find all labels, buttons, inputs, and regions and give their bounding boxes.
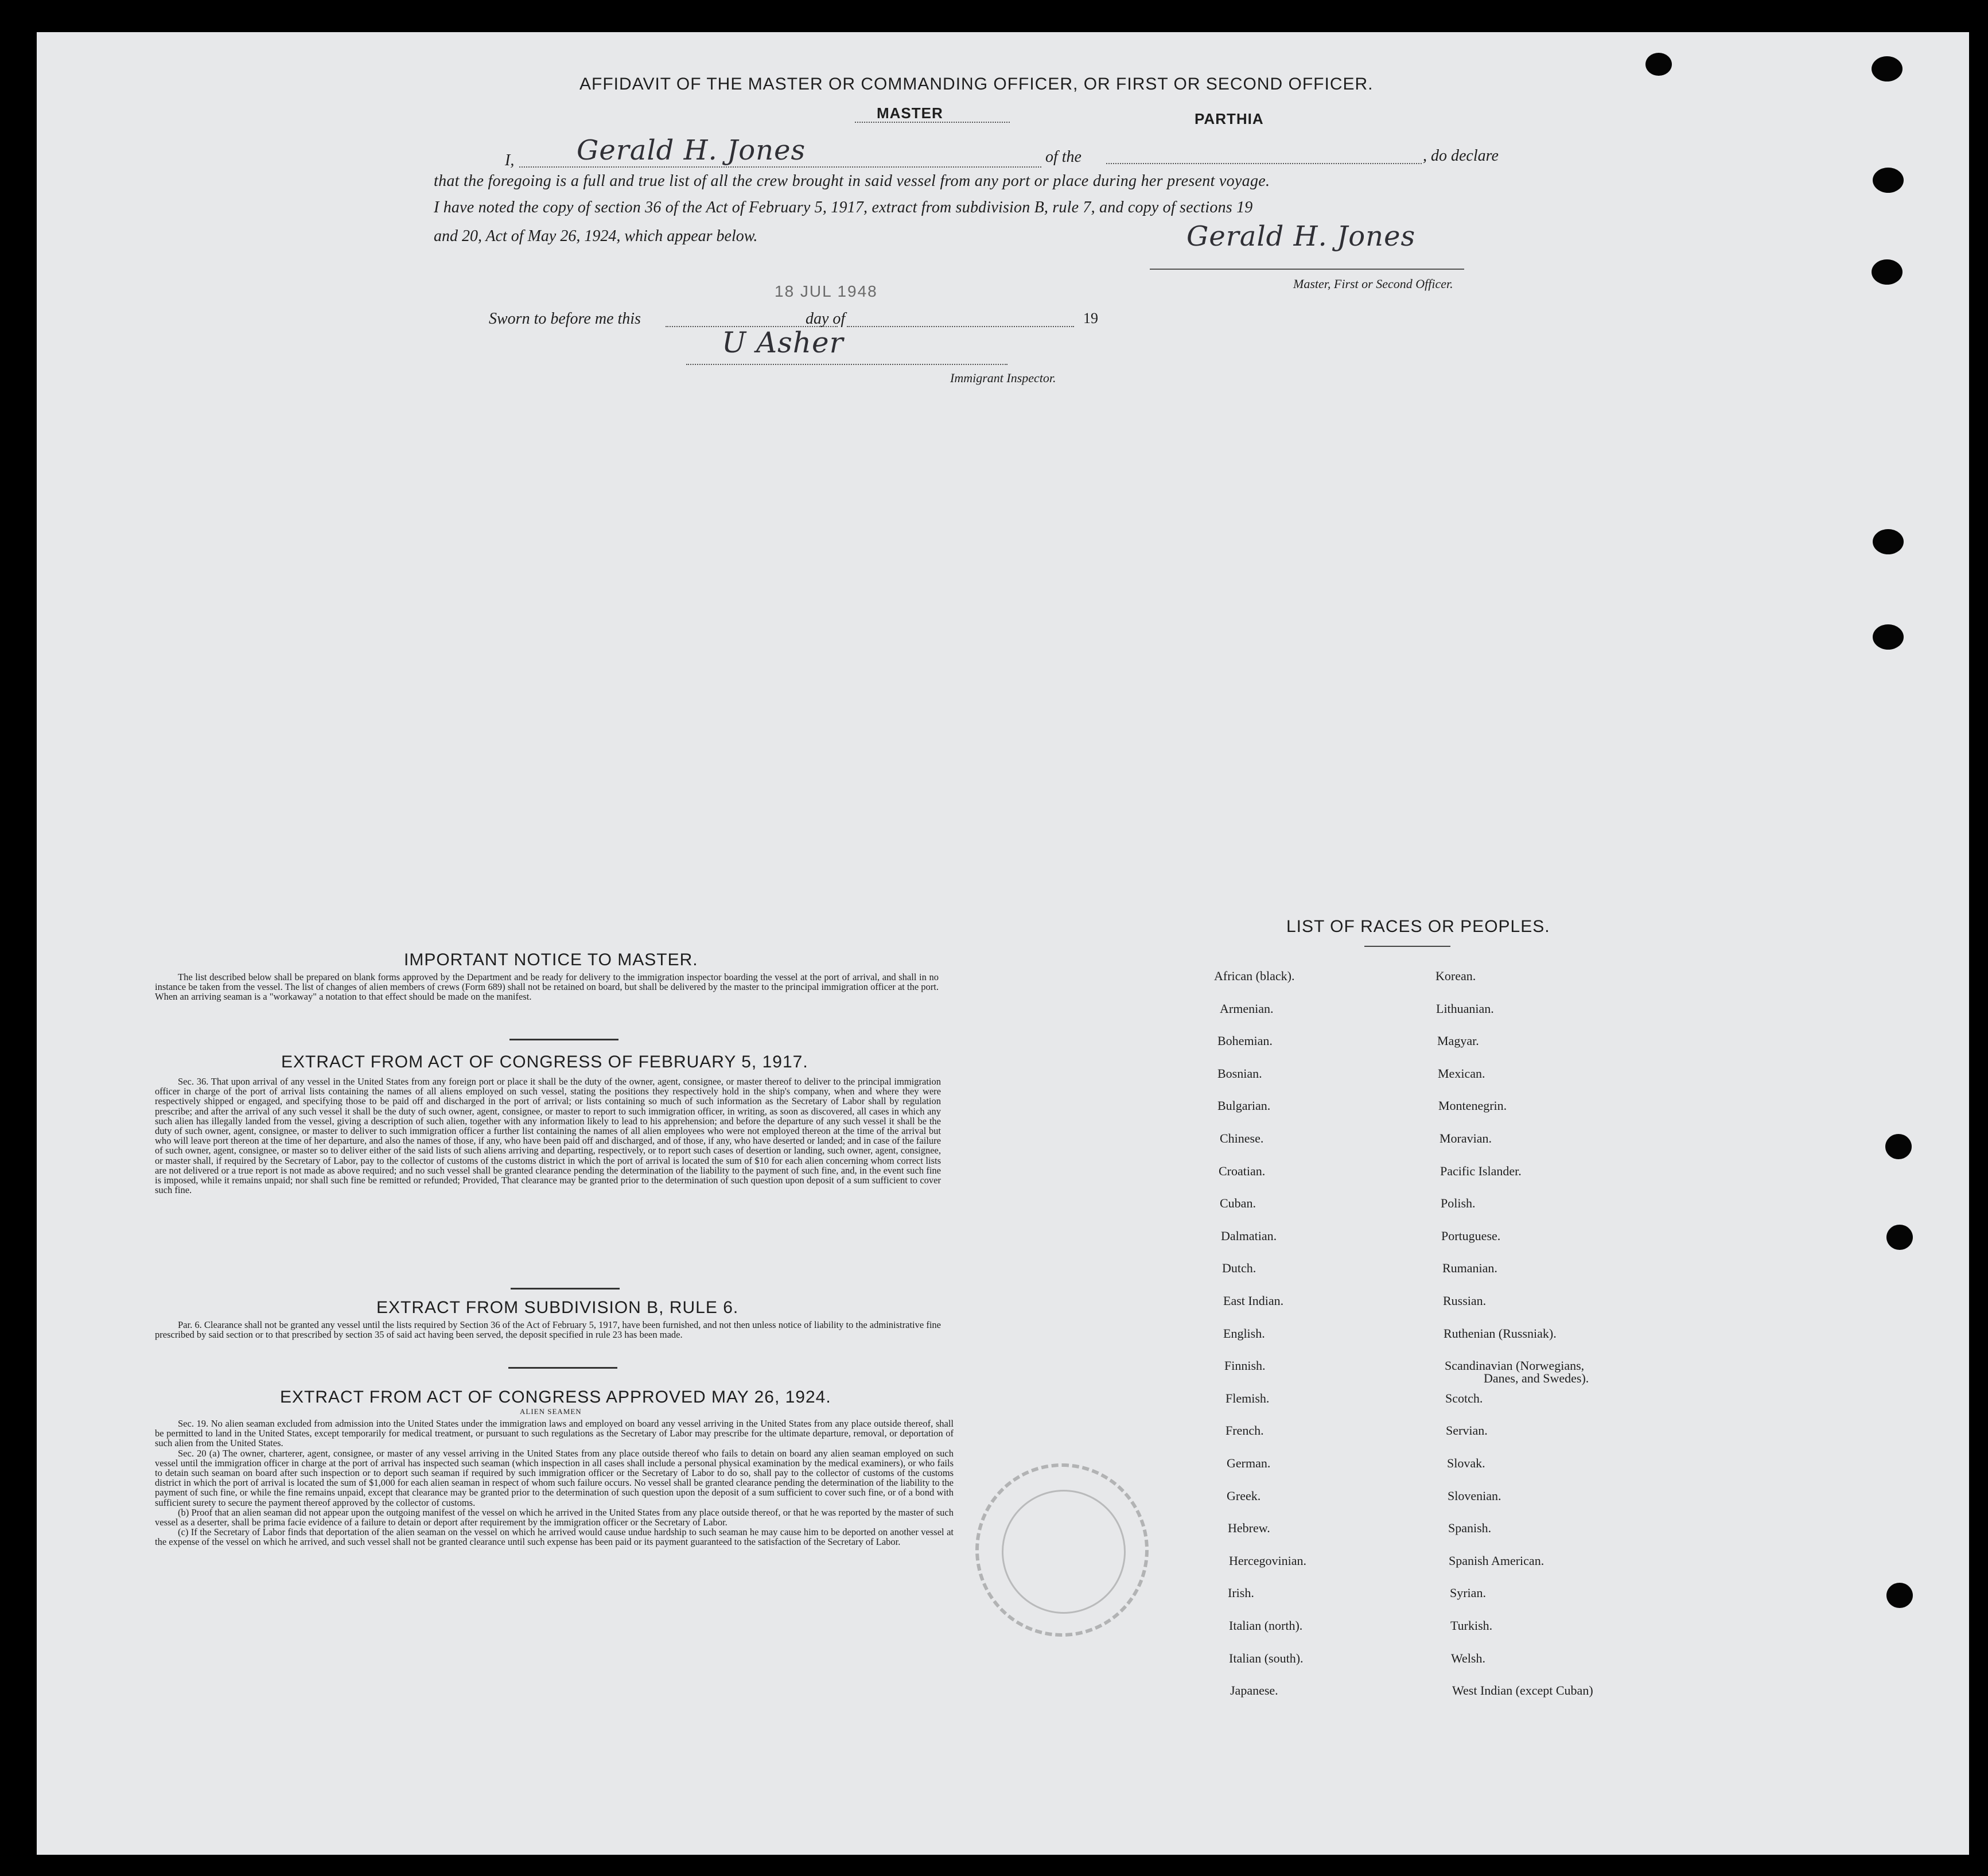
- binder-hole: [1873, 168, 1904, 193]
- race-item: Portuguese.: [1441, 1229, 1501, 1243]
- race-item: Servian.: [1446, 1423, 1488, 1438]
- extract-rule6-title: EXTRACT FROM SUBDIVISION B, RULE 6.: [376, 1298, 739, 1317]
- vessel-filled: PARTHIA: [1195, 110, 1264, 127]
- extract-1917-body: [155, 1077, 941, 1195]
- inspector-line: [686, 364, 1007, 365]
- text-i: I,: [505, 152, 515, 169]
- notice-body: [155, 972, 939, 1002]
- race-item: African (black).: [1214, 969, 1295, 983]
- race-item: Lithuanian.: [1436, 1001, 1494, 1016]
- alien-seamen-subtitle: ALIEN SEAMEN: [520, 1407, 582, 1416]
- race-item: Spanish American.: [1449, 1553, 1545, 1568]
- race-item: Bulgarian.: [1217, 1098, 1271, 1113]
- race-item: Russian.: [1443, 1294, 1487, 1308]
- text-of-the: of the: [1045, 148, 1081, 166]
- section-20a-paragraph: Sec. 20 (a) The owner, charterer, agent, consignee, or master of any vessel arriving in the United States from any place outside thereof who fails to detain on board any alien seaman employed on such vessel until the immigration officer in charge at the port of arrival has inspected such seaman (which inspection in all cases shall include a personal physical examination by the medical examiners), or who fails to detain such seaman on board after such inspection or to deport such seaman if required by such immigration officer or the Secretary of Labor to do so, shall pay to the collector of customs of the customs district in which the port of arrival is located the sum of $1,000 for each alien seaman in respect of whom such failure occurs. No vessel shall be granted clearance pending the determination of the liability to the payment of such fine, or while the fine remains unpaid, except that clearance may be granted prior to the determination of such question upon the deposit of a sum sufficient to cover such fine, or of a bond with sufficient surety to secure the payment thereof approved by the collector of customs.: [155, 1447, 954, 1508]
- race-item: Korean.: [1435, 969, 1476, 983]
- race-item: German.: [1227, 1456, 1271, 1470]
- race-item: Turkish.: [1450, 1618, 1493, 1633]
- affidavit-title: AFFIDAVIT OF THE MASTER OR COMMANDING OFFICER, OR FIRST OR SECOND OFFICER.: [579, 75, 1374, 94]
- race-item: Spanish.: [1448, 1521, 1492, 1535]
- race-item: Italian (north).: [1229, 1618, 1303, 1633]
- binder-hole: [1886, 1583, 1913, 1608]
- extract-1917-title: EXTRACT FROM ACT OF CONGRESS OF FEBRUARY 5, 1917.: [281, 1052, 808, 1071]
- affidavit-line-2: that the foregoing is a full and true list of all the crew brought in said vessel from any port or place during her present voyage.: [434, 172, 1270, 190]
- race-item: Hebrew.: [1228, 1521, 1270, 1535]
- affidavit-line-3: I have noted the copy of section 36 of the Act of February 5, 1917, extract from subdivision B, rule 7, and copy of sections 19: [434, 199, 1253, 216]
- name-line: [519, 166, 1041, 168]
- race-item: Bohemian.: [1217, 1034, 1273, 1048]
- rule-6-paragraph: Par. 6. Clearance shall not be granted any vessel until the lists required by Section 36 of the Act of February 5, 1917, have been furnished, and not then unless notice of liability to the administrative fine prescribed by said section or to that prescribed by section 35 of said act having been served, the deposit specified in rule 23 has been made.: [155, 1319, 941, 1341]
- race-item: Montenegrin.: [1438, 1098, 1507, 1113]
- race-item: Ruthenian (Russniak).: [1444, 1326, 1557, 1341]
- race-item: Magyar.: [1437, 1034, 1479, 1048]
- section-20b-paragraph: (b) Proof that an alien seaman did not appear upon the outgoing manifest of the vessel on which he arrived in the United States from any place outside thereof, or that he was reported by the master of such vessel as a deserter, shall be prima facie evidence of a failure to detain or deport after requirement by the immigration officer or the Secretary of Labor.: [155, 1506, 954, 1528]
- race-item: Italian (south).: [1229, 1651, 1304, 1665]
- race-item: Polish.: [1441, 1196, 1476, 1210]
- year-prefix: 19: [1083, 310, 1098, 327]
- extract-rule6-body: [155, 1320, 941, 1339]
- race-item: Welsh.: [1451, 1651, 1485, 1665]
- binder-hole: [1885, 1134, 1912, 1159]
- binder-hole: [1645, 53, 1672, 76]
- divider: [511, 1288, 620, 1289]
- signer-name-field: Gerald H. Jones: [577, 134, 806, 166]
- notice-paragraph: The list described below shall be prepared on blank forms approved by the Department and be ready for delivery to the immigration inspector boarding the vessel at the port of arrival, and shall in no instance be taken from the vessel. The list of changes of alien members of crews (Form 689) shall not be retained on board, but shall be delivered by the master to the principal immigration officer at the port. When an arriving seaman is a "workaway" a notation to that effect should be made on the manifest.: [155, 972, 939, 1003]
- race-item: Scandinavian (Norwegians,: [1445, 1358, 1585, 1373]
- official-seal-stamp: [975, 1463, 1149, 1637]
- text-do-declare: , do declare: [1423, 147, 1499, 165]
- race-item: Croatian.: [1219, 1164, 1266, 1178]
- race-item: Armenian.: [1220, 1001, 1274, 1016]
- affidavit-line-4: and 20, Act of May 26, 1924, which appear below.: [434, 227, 758, 245]
- race-item: Moravian.: [1440, 1131, 1492, 1145]
- master-signature: Gerald H. Jones: [1186, 220, 1416, 253]
- sworn-month-line: [847, 326, 1074, 327]
- section-36-paragraph: Sec. 36. That upon arrival of any vessel in the United States from any foreign port or place it shall be the duty of the owner, agent, consignee, or master thereof to deliver to the principal immigration officer in charge of the port of arrival lists containing the names of all aliens employed on such vessel, stating the positions they respectively hold in the ship's company, when and where they were respectively shipped or engaged, and specifying those to be paid off and discharged in the port of arrival; or lists containing so much of such information as the Secretary of Labor shall by regulation prescribe; and after the arrival of any such vessel it shall be the duty of such owner, agent, consignee, or master to report to such immigration officer, in writing, as soon as discovered, all cases in which any such alien has illegally landed from the vessel, giving a description of such alien, together with any information likely to lead to his apprehension; and before the departure of any such vessel it shall be the duty of such owner, agent, consignee, or master to deliver to such immigration officer a further list containing the names of all alien employees who were not employed thereon at the time of the arrival but who will leave port thereon at the time of her departure, and also the names of those, if any, who have been paid off and discharged, and of those, if any, who have deserted or landed; and in case of the failure of such owner, agent, consignee, or master so to deliver either of the said lists of such aliens arriving and departing, respectively, or to report such cases of desertion or landing, such owner, agent, consignee, or master shall, if required by the Secretary of Labor, pay to the collector of customs of the customs district in which the port of arrival is located the sum of $10 for each alien concerning whom correct lists are not delivered or a true report is not made as above required; and no such vessel shall be granted clearance pending the determination of the liability to the payment of such fine, and, in the event such fine is imposed, while it remains unpaid; nor shall such fine be remitted or refunded; Provided, That clearance may be granted prior to the determination of such question upon deposit of a sum sufficient to cover such fine.: [155, 1076, 941, 1196]
- inspector-caption: Immigrant Inspector.: [950, 371, 1056, 385]
- divider: [1364, 946, 1450, 947]
- race-item: Dalmatian.: [1221, 1229, 1277, 1243]
- extract-1924-body: [155, 1419, 954, 1547]
- binder-hole: [1872, 56, 1903, 81]
- race-item: West Indian (except Cuban): [1452, 1683, 1593, 1698]
- binder-hole: [1873, 529, 1904, 554]
- race-item: Greek.: [1227, 1489, 1261, 1503]
- race-item: Bosnian.: [1217, 1066, 1262, 1081]
- race-item: Cuban.: [1220, 1196, 1256, 1210]
- race-item: Slovak.: [1447, 1456, 1485, 1470]
- race-item: East Indian.: [1223, 1294, 1284, 1308]
- race-item: Chinese.: [1220, 1131, 1264, 1145]
- vessel-line: [1106, 163, 1422, 164]
- race-item: Dutch.: [1222, 1261, 1256, 1275]
- race-item: Irish.: [1228, 1586, 1254, 1600]
- race-item: Danes, and Swedes).: [1484, 1371, 1589, 1385]
- divider: [509, 1039, 618, 1040]
- divider: [508, 1367, 617, 1369]
- extract-1924-title: EXTRACT FROM ACT OF CONGRESS APPROVED MAY 26, 1924.: [280, 1388, 831, 1407]
- race-item: English.: [1223, 1326, 1265, 1341]
- date-stamp: 18 JUL 1948: [775, 282, 878, 300]
- race-item: Hercegovinian.: [1229, 1553, 1306, 1568]
- race-item: French.: [1226, 1423, 1264, 1438]
- rank-line: [855, 122, 1010, 123]
- race-item: Syrian.: [1450, 1586, 1486, 1600]
- race-item: Slovenian.: [1448, 1489, 1501, 1503]
- binder-hole: [1872, 259, 1903, 285]
- signature-caption: Master, First or Second Officer.: [1293, 277, 1453, 291]
- race-item: Scotch.: [1445, 1391, 1483, 1405]
- section-20c-paragraph: (c) If the Secretary of Labor finds that deportation of the alien seaman on the vessel on which he arrived would cause undue hardship to such seaman he may cause him to be deported on another vessel at the expense of the vessel on which he arrived, and such vessel shall not be granted clearance until such expense has been paid or its payment guaranteed to the satisfaction of the Secretary of Labor.: [155, 1527, 954, 1548]
- race-item: Finnish.: [1224, 1358, 1266, 1373]
- race-item: Japanese.: [1230, 1683, 1278, 1698]
- race-item: Flemish.: [1226, 1391, 1270, 1405]
- rank-filled: MASTER: [877, 104, 943, 122]
- notice-title: IMPORTANT NOTICE TO MASTER.: [404, 950, 698, 969]
- section-19-paragraph: Sec. 19. No alien seaman excluded from admission into the United States under the immigration laws and employed on board any vessel arriving in the United States from any place outside thereof, shall be permitted to land in the United States, except temporarily for medical treatment, or pursuant to such regulations as the Secretary of Labor may prescribe for the ultimate departure, removal, or deportation of such alien from the United States.: [155, 1418, 954, 1449]
- race-item: Pacific Islander.: [1440, 1164, 1522, 1178]
- day-of: day of: [806, 310, 846, 328]
- signature-line: [1150, 269, 1464, 270]
- binder-hole: [1873, 624, 1904, 650]
- races-title: LIST OF RACES OR PEOPLES.: [1286, 917, 1550, 936]
- race-item: Mexican.: [1438, 1066, 1485, 1081]
- binder-hole: [1886, 1225, 1913, 1250]
- inspector-signature: U Asher: [722, 326, 844, 359]
- sworn-text: Sworn to before me this: [489, 310, 641, 328]
- race-item: Rumanian.: [1442, 1261, 1497, 1275]
